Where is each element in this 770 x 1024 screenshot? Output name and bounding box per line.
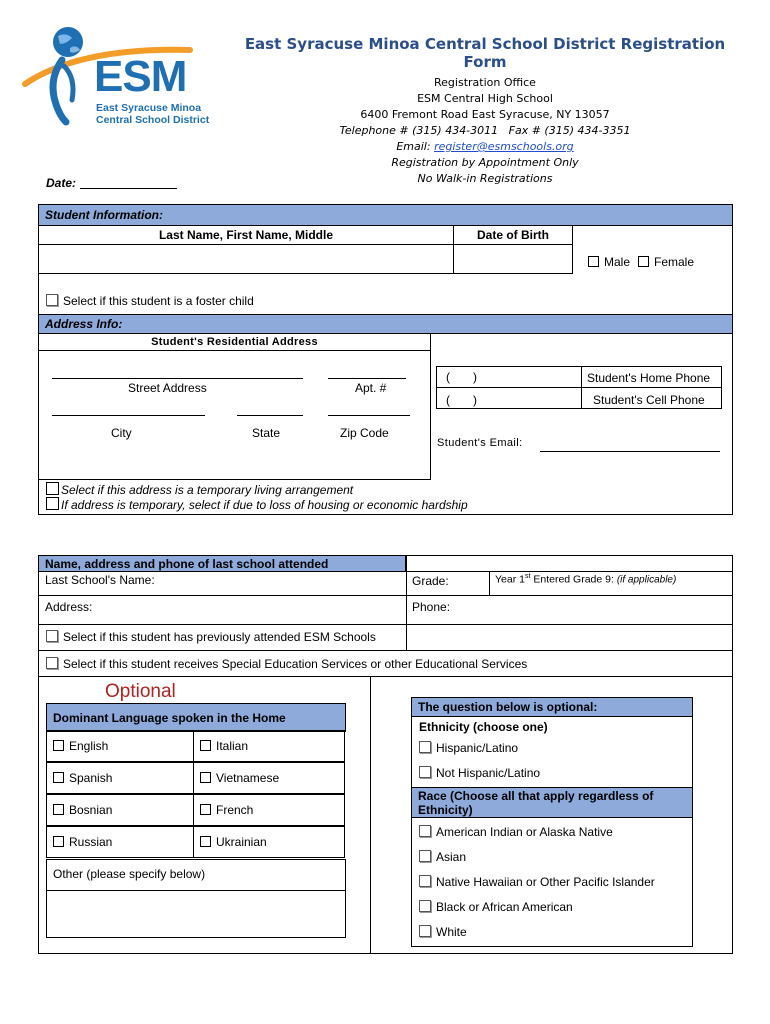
logo-letters: ESM xyxy=(94,52,187,101)
header-office: Registration Office xyxy=(434,76,536,89)
year-applicable: (if applicable) xyxy=(616,574,677,586)
language-checkbox[interactable] xyxy=(200,772,211,783)
zip-label: Zip Code xyxy=(340,426,389,440)
language-checkbox[interactable] xyxy=(53,804,64,815)
sped-option[interactable] xyxy=(46,657,527,671)
language-checkbox[interactable] xyxy=(53,740,64,751)
language-label: English xyxy=(69,739,109,753)
last-school-name-label: Last School's Name: xyxy=(45,573,155,587)
temporary-checkbox[interactable] xyxy=(46,482,59,495)
school-row-rule-2 xyxy=(38,624,733,625)
apt-label: Apt. # xyxy=(355,381,387,395)
date-field[interactable] xyxy=(80,188,177,189)
race-label: Native Hawaiian or Other Pacific Islander xyxy=(436,875,655,889)
ethnicity-options xyxy=(419,741,540,791)
address-divider xyxy=(430,350,431,480)
street-label: Street Address xyxy=(128,381,207,395)
state-label: State xyxy=(252,426,281,440)
language-checkbox[interactable] xyxy=(200,836,211,847)
email-link[interactable]: register@esmschools.org xyxy=(434,140,574,153)
hardship-checkbox[interactable] xyxy=(46,497,59,510)
sped-checkbox[interactable] xyxy=(46,657,58,669)
language-label: Vietnamese xyxy=(216,771,280,785)
date-label: Date: xyxy=(46,176,77,190)
male-option[interactable] xyxy=(588,255,630,269)
esm-attended-checkbox[interactable] xyxy=(46,630,58,642)
language-checkbox[interactable] xyxy=(53,772,64,783)
residential-header: Student's Residential Address xyxy=(38,333,431,351)
language-grid xyxy=(46,731,346,859)
optional-title: Optional xyxy=(105,681,176,702)
language-label: Russian xyxy=(69,835,113,849)
language-label: Spanish xyxy=(69,771,113,785)
female-checkbox[interactable] xyxy=(638,256,649,267)
race-label: Black or African American xyxy=(436,900,573,914)
year-prefix: Year 1 xyxy=(495,573,525,586)
apt-field[interactable] xyxy=(328,378,406,379)
dob-field[interactable] xyxy=(453,244,573,274)
home-paren-close: ) xyxy=(473,370,477,384)
race-option[interactable] xyxy=(419,900,655,925)
race-checkbox[interactable] xyxy=(419,825,431,837)
header-walkin: No Walk-in Registrations xyxy=(417,172,553,185)
language-option[interactable] xyxy=(193,730,345,762)
ethnicity-option[interactable] xyxy=(419,741,540,766)
sped-label: Select if this student receives Special Education Services or other Educational Services xyxy=(63,657,528,671)
male-label: Male xyxy=(604,255,631,269)
school-phone-label: Phone: xyxy=(412,600,451,614)
other-language-field[interactable] xyxy=(46,890,346,938)
language-row xyxy=(46,827,346,859)
ethnicity-optional-header: The question below is optional: xyxy=(411,697,693,717)
language-row xyxy=(46,763,346,795)
race-option[interactable] xyxy=(419,825,655,850)
header-school: ESM Central High School xyxy=(417,92,553,105)
foster-option[interactable] xyxy=(46,294,254,308)
esm-logo xyxy=(20,22,220,132)
year-sup: st xyxy=(524,573,531,580)
dob-header: Date of Birth xyxy=(453,225,573,245)
school-row-rule-3 xyxy=(38,650,733,651)
other-language-label-cell xyxy=(46,859,346,891)
esm-attended-label: Select if this student has previously attended ESM Schools xyxy=(63,630,376,644)
grade-top-rule xyxy=(406,571,733,572)
form-header xyxy=(230,35,740,187)
city-field[interactable] xyxy=(52,415,205,416)
language-option[interactable] xyxy=(193,762,345,794)
school-address-label: Address: xyxy=(45,600,93,614)
race-checkbox[interactable] xyxy=(419,850,431,862)
home-phone-field[interactable] xyxy=(436,366,582,388)
esm-attended-option[interactable] xyxy=(46,630,376,644)
other-language-label: Other (please specify below) xyxy=(53,867,206,881)
student-email-field[interactable] xyxy=(540,451,720,452)
race-label: American Indian or Alaska Native xyxy=(436,825,613,839)
student-info-header: Student Information: xyxy=(38,204,733,226)
year-suffix: Entered Grade 9: xyxy=(530,573,614,586)
name-header: Last Name, First Name, Middle xyxy=(38,225,454,245)
ethnicity-checkbox[interactable] xyxy=(419,741,431,753)
logo-line-1: East Syracuse Minoa xyxy=(96,102,202,114)
language-checkbox[interactable] xyxy=(200,804,211,815)
ethnicity-label: Not Hispanic/Latino xyxy=(436,766,541,780)
language-label: French xyxy=(216,803,254,817)
temporary-option[interactable] xyxy=(46,482,353,497)
female-label: Female xyxy=(654,255,695,269)
form-title: East Syracuse Minoa Central School District Registration Form xyxy=(244,35,726,71)
header-appointment: Registration by Appointment Only xyxy=(391,156,579,169)
state-field[interactable] xyxy=(237,415,303,416)
foster-checkbox[interactable] xyxy=(46,294,58,306)
race-option[interactable] xyxy=(419,925,655,950)
home-phone-label: Student's Home Phone xyxy=(587,371,711,385)
hardship-option[interactable] xyxy=(46,497,468,512)
ethnicity-checkbox[interactable] xyxy=(419,766,431,778)
header-email xyxy=(230,139,740,155)
grade-label: Grade: xyxy=(412,574,449,588)
race-header: Race (Choose all that apply regardless of Ethnicity) xyxy=(411,787,693,818)
language-row xyxy=(46,731,346,763)
language-checkbox[interactable] xyxy=(200,740,211,751)
name-field[interactable] xyxy=(38,244,454,274)
home-paren-open: ( xyxy=(446,370,450,384)
foster-label: Select if this student is a foster child xyxy=(63,294,254,308)
language-label: Bosnian xyxy=(69,803,113,817)
ethnicity-subheader: Ethnicity (choose one) xyxy=(419,720,548,734)
race-option[interactable] xyxy=(419,875,655,900)
cell-phone-field[interactable] xyxy=(436,387,582,409)
zip-field[interactable] xyxy=(328,415,410,416)
last-school-header: Name, address and phone of last school attended xyxy=(45,557,329,571)
language-label: Italian xyxy=(216,739,249,753)
school-row-rule xyxy=(38,595,733,596)
logo-line-2: Central School District xyxy=(96,114,210,126)
language-option[interactable] xyxy=(46,730,194,762)
language-option[interactable] xyxy=(193,826,345,858)
race-options xyxy=(419,825,655,950)
temporary-label: Select if this address is a temporary living arrangement xyxy=(61,483,354,497)
school-divider xyxy=(406,555,407,650)
city-label: City xyxy=(111,426,132,440)
language-option[interactable] xyxy=(193,794,345,826)
year-entered-label xyxy=(495,573,676,586)
language-label: Ukrainian xyxy=(216,835,267,849)
language-row xyxy=(46,795,346,827)
street-field[interactable] xyxy=(52,378,303,379)
race-checkbox[interactable] xyxy=(419,900,431,912)
language-header: Dominant Language spoken in the Home xyxy=(46,703,346,732)
cell-paren-close: ) xyxy=(473,393,477,407)
optional-divider xyxy=(370,676,371,954)
language-option[interactable] xyxy=(46,794,194,826)
ethnicity-label: Hispanic/Latino xyxy=(436,741,519,755)
language-checkbox[interactable] xyxy=(53,836,64,847)
race-checkbox[interactable] xyxy=(419,925,431,937)
header-phone: Telephone # (315) 434-3011 Fax # (315) 434-3351 xyxy=(339,124,631,137)
grade-divider xyxy=(489,571,490,595)
race-checkbox[interactable] xyxy=(419,875,431,887)
address-info-header: Address Info: xyxy=(38,314,733,334)
header-address: 6400 Fremont Road East Syracuse, NY 13057 xyxy=(360,108,610,121)
hardship-label: If address is temporary, select if due to loss of housing or economic hardship xyxy=(61,498,468,512)
male-checkbox[interactable] xyxy=(588,256,599,267)
race-label: Asian xyxy=(436,850,467,864)
cell-phone-label: Student's Cell Phone xyxy=(593,393,705,407)
address-bottom-rule xyxy=(38,479,431,480)
student-email-label: Student's Email: xyxy=(437,437,523,449)
language-option[interactable] xyxy=(46,762,194,794)
female-option[interactable] xyxy=(638,255,694,269)
race-option[interactable] xyxy=(419,850,655,875)
race-label: White xyxy=(436,925,467,939)
cell-paren-open: ( xyxy=(446,393,450,407)
email-label: Email: xyxy=(396,140,435,153)
language-option[interactable] xyxy=(46,826,194,858)
